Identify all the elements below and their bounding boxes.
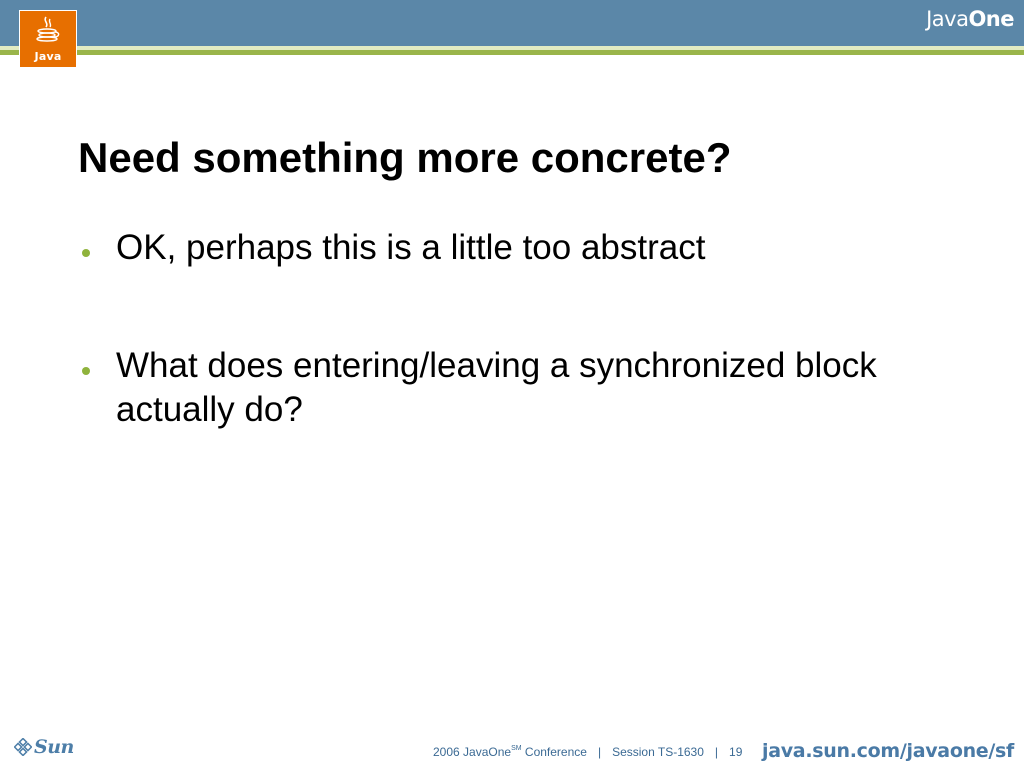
bullet-dot-icon bbox=[82, 249, 90, 257]
header-stripe-green bbox=[0, 50, 1024, 55]
sun-microsystems-logo bbox=[14, 738, 74, 764]
bullet-text: What does entering/leaving a synchronized block actually do? bbox=[116, 346, 877, 429]
javaone-one-part: One bbox=[968, 7, 1014, 31]
conference-suffix: Conference bbox=[521, 745, 587, 759]
bullet-dot-icon bbox=[82, 367, 90, 375]
java-logo-text: Java bbox=[34, 50, 62, 63]
javaone-java-part: Java bbox=[926, 7, 969, 31]
footer-separator: | bbox=[714, 745, 719, 759]
javaone-logo bbox=[926, 8, 1014, 30]
bullet-text: OK, perhaps this is a little too abstract bbox=[116, 228, 706, 267]
java-coffee-cup-icon bbox=[34, 15, 62, 47]
footer-url: java.sun.com/javaone/sf bbox=[761, 740, 1014, 762]
session-id: Session TS-1630 bbox=[612, 745, 704, 759]
page-number: 19 bbox=[729, 745, 743, 759]
bullet-list bbox=[78, 226, 938, 432]
bullet-item bbox=[78, 226, 938, 270]
conference-prefix: 2006 JavaOne bbox=[433, 745, 512, 759]
header-bar bbox=[0, 0, 1024, 46]
bullet-item bbox=[78, 344, 938, 432]
footer-separator: | bbox=[597, 745, 602, 759]
sun-diamond-icon bbox=[14, 738, 32, 756]
sun-logo-text: Sun bbox=[34, 736, 74, 758]
java-logo bbox=[19, 10, 77, 68]
slide-title: Need something more concrete? bbox=[78, 134, 732, 181]
javaone-wordmark bbox=[926, 8, 1014, 30]
footer-conference-info bbox=[433, 744, 742, 760]
service-mark: SM bbox=[511, 745, 522, 752]
